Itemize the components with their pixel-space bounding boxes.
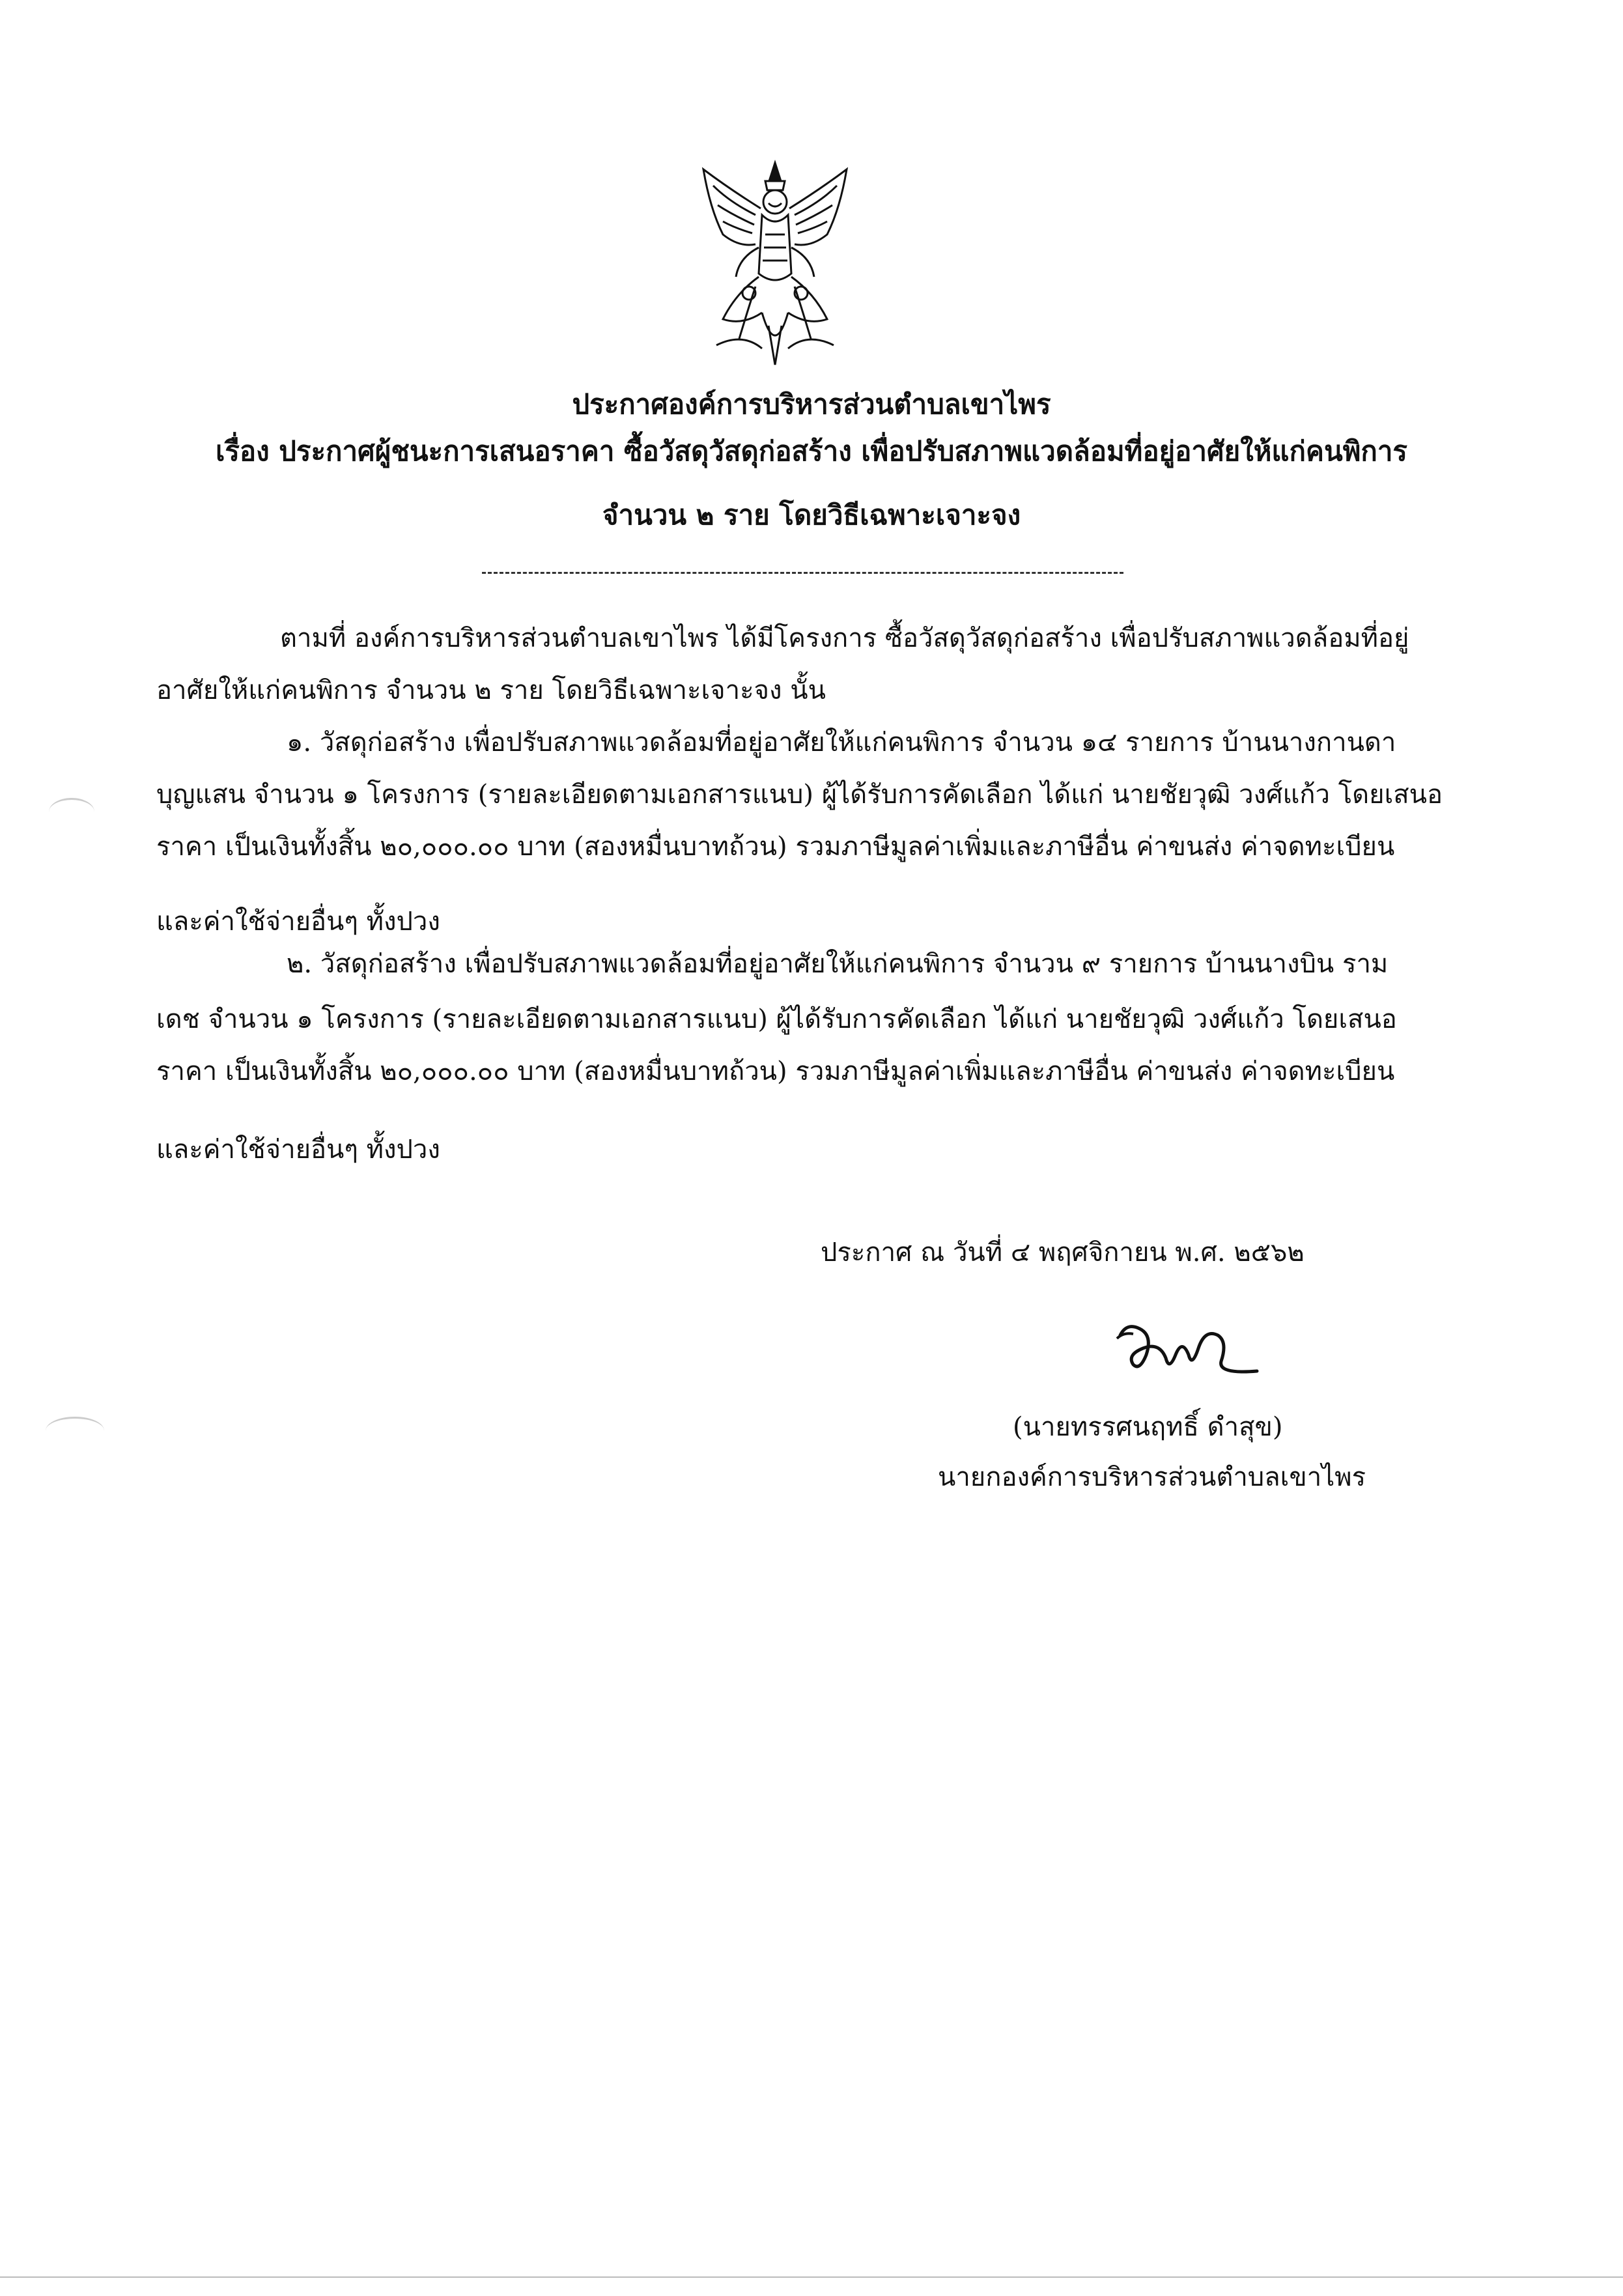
subject-heading-line2: จำนวน ๒ ราย โดยวิธีเฉพาะเจาะจง xyxy=(602,499,1021,531)
scan-edge-line xyxy=(0,2276,1623,2278)
item2-line-4: และค่าใช้จ่ายอื่นๆ ทั้งปวง xyxy=(156,1135,440,1165)
item2-line-2: เดช จำนวน ๑ โครงการ (รายละเอียดตามเอกสารแนบ) ผู้ได้รับการคัดเลือก ได้แก่ นายชัยวุฒิ วงศ์แก้ว โดยเสนอ xyxy=(156,1004,1397,1034)
item1-line-2: บุญแสน จำนวน ๑ โครงการ (รายละเอียดตามเอกสารแนบ) ผู้ได้รับการคัดเลือก ได้แก่ นายชัยวุฒิ วงศ์แก้ว โดยเสนอ xyxy=(156,780,1443,810)
scan-artifact xyxy=(49,798,94,826)
announcement-date: ประกาศ ณ วันที่ ๔ พฤศจิกายน พ.ศ. ๒๕๖๒ xyxy=(821,1238,1305,1268)
intro-line-1: ตามที่ องค์การบริหารส่วนตำบลเขาไพร ได้มีโครงการ ซื้อวัสดุวัสดุก่อสร้าง เพื่อปรับสภาพแวดล้อมที่อยู่ xyxy=(280,623,1409,653)
divider xyxy=(482,572,1123,574)
item1-line-3: ราคา เป็นเงินทั้งสิ้น ๒๐,๐๐๐.๐๐ บาท (สองหมื่นบาทถ้วน) รวมภาษีมูลค่าเพิ่มและภาษีอื่น ค่าขนส่ง ค่าจดทะเบียน xyxy=(156,832,1395,862)
intro-line-2: อาศัยให้แก่คนพิการ จำนวน ๒ ราย โดยวิธีเฉพาะเจาะจง นั้น xyxy=(156,675,826,705)
item2-line-1: ๒. วัสดุก่อสร้าง เพื่อปรับสภาพแวดล้อมที่อยู่อาศัยให้แก่คนพิการ จำนวน ๙ รายการ บ้านนางบิน ราม xyxy=(287,949,1389,979)
item1-line-1: ๑. วัสดุก่อสร้าง เพื่อปรับสภาพแวดล้อมที่อยู่อาศัยให้แก่คนพิการ จำนวน ๑๔ รายการ บ้านนางกานดา xyxy=(287,728,1396,758)
signer-title: นายกองค์การบริหารส่วนตำบลเขาไพร xyxy=(938,1462,1366,1492)
handwritten-signature xyxy=(1107,1309,1263,1387)
garuda-emblem-icon xyxy=(677,150,873,371)
org-heading: ประกาศองค์การบริหารส่วนตำบลเขาไพร xyxy=(572,388,1051,420)
item1-line-4: และค่าใช้จ่ายอื่นๆ ทั้งปวง xyxy=(156,907,440,937)
scan-artifact xyxy=(46,1417,104,1445)
subject-heading: เรื่อง ประกาศผู้ชนะการเสนอราคา ซื้อวัสดุวัสดุก่อสร้าง เพื่อปรับสภาพแวดล้อมที่อยู่อาศัยให้แก่คนพิการ xyxy=(216,435,1407,467)
item2-line-3: ราคา เป็นเงินทั้งสิ้น ๒๐,๐๐๐.๐๐ บาท (สองหมื่นบาทถ้วน) รวมภาษีมูลค่าเพิ่มและภาษีอื่น ค่าขนส่ง ค่าจดทะเบียน xyxy=(156,1056,1395,1086)
signer-name: (นายทรรศนฤทธิ์ ดำสุข) xyxy=(1013,1412,1283,1442)
